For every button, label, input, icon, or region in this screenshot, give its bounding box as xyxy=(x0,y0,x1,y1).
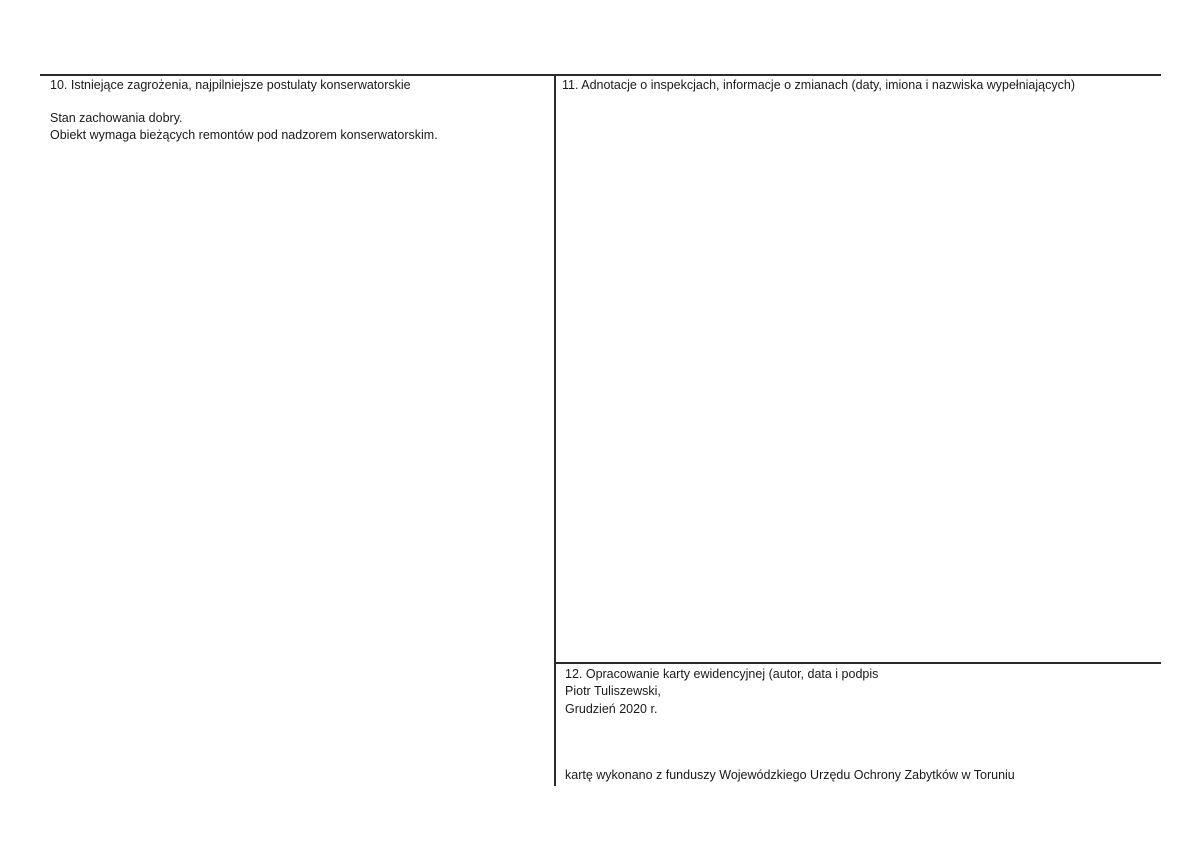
section-12-heading: 12. Opracowanie karty ewidencyjnej (autor, data i podpis xyxy=(565,667,879,681)
section-10-condition-text: Stan zachowania dobry. xyxy=(50,111,183,125)
section-10-top-border xyxy=(40,74,555,76)
section-11-heading: 11. Adnotacje o inspekcjach, informacje o zmianach (daty, imiona i nazwiska wypełniających) xyxy=(562,78,1075,92)
section-11-top-border xyxy=(555,74,1161,76)
section-12-top-border xyxy=(555,662,1161,664)
section-12-date: Grudzień 2020 r. xyxy=(565,702,658,716)
section-10-requirement-text: Obiekt wymaga bieżących remontów pod nadzorem konserwatorskim. xyxy=(50,128,438,142)
column-divider xyxy=(554,74,556,786)
section-12-author: Piotr Tuliszewski, xyxy=(565,684,661,698)
section-12-funding-note: kartę wykonano z funduszy Wojewódzkiego Urzędu Ochrony Zabytków w Toruniu xyxy=(565,768,1015,782)
section-10-heading: 10. Istniejące zagrożenia, najpilniejsze postulaty konserwatorskie xyxy=(50,78,411,92)
